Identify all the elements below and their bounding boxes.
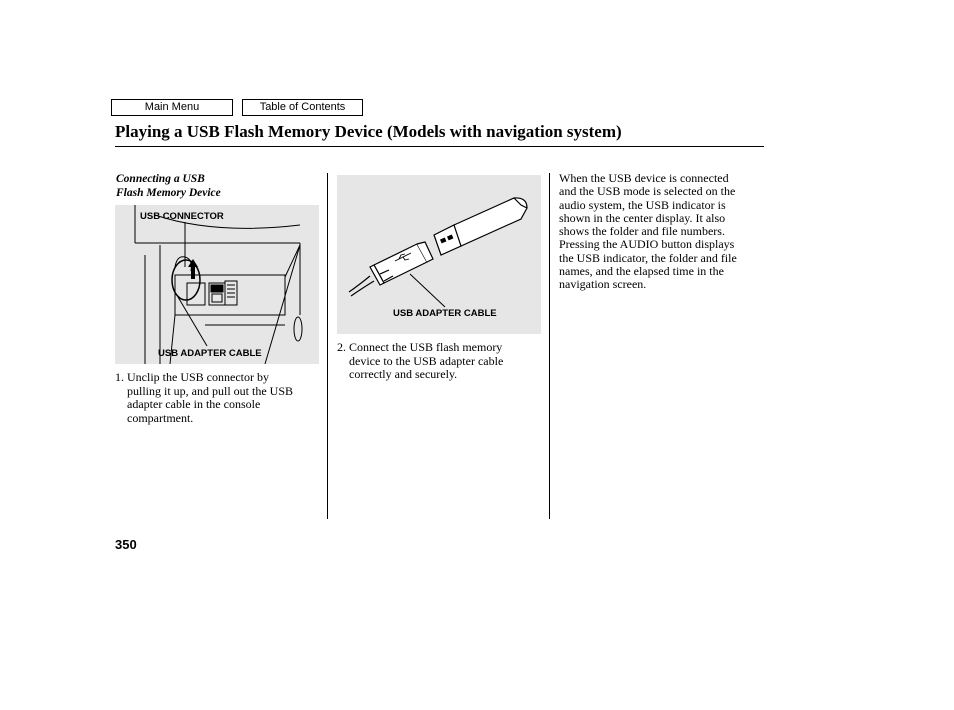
paragraph-line: When the USB device is connected [559,171,729,185]
usb-connector-label: USB CONNECTOR [140,211,224,222]
paragraph-line: audio system, the USB indicator is [559,197,726,212]
paragraph-line: names, and the elapsed time in the [559,264,724,279]
step-2-line: device to the USB adapter cable [349,353,504,368]
section-subheading: Connecting a USB Flash Memory Device [116,173,221,199]
usb-device-figure [337,175,541,334]
step-2-number: 2. [337,340,346,354]
step-2-line: Connect the USB flash memory [349,340,503,354]
step-1-text [127,371,293,425]
paragraph-line: and the USB mode is selected on the [559,184,736,199]
page-title: Playing a USB Flash Memory Device (Models with navigation system) [115,122,622,141]
column-divider-1 [327,173,328,519]
step-1-line: Unclip the USB connector by [127,370,269,384]
step-2-text [349,341,503,382]
paragraph-line: Pressing the AUDIO button displays [559,237,735,252]
console-illustration [115,205,319,364]
paragraph-line: shows the folder and file numbers. [559,224,725,239]
page-number: 350 [115,537,137,552]
step-1-number: 1. [115,370,124,384]
step-1-line: adapter cable in the console [127,397,261,411]
usb-indicator-paragraph [559,172,764,292]
table-of-contents-button[interactable]: Table of Contents [242,99,363,116]
title-rule [115,146,764,147]
usb-adapter-cable-label-2: USB ADAPTER CABLE [393,308,497,319]
step-1-line: pulling it up, and pull out the USB [127,383,294,398]
step-1-line: compartment. [127,410,194,425]
usb-adapter-cable-label: USB ADAPTER CABLE [158,348,262,359]
step-2-line: correctly and securely. [349,367,458,381]
paragraph-line: the USB indicator, the folder and file [559,250,737,265]
paragraph-line: navigation screen. [559,277,647,292]
console-usb-figure [115,205,319,364]
column-divider-2 [549,173,550,519]
main-menu-button[interactable]: Main Menu [111,99,233,116]
paragraph-line: shown in the center display. It also [559,210,726,225]
